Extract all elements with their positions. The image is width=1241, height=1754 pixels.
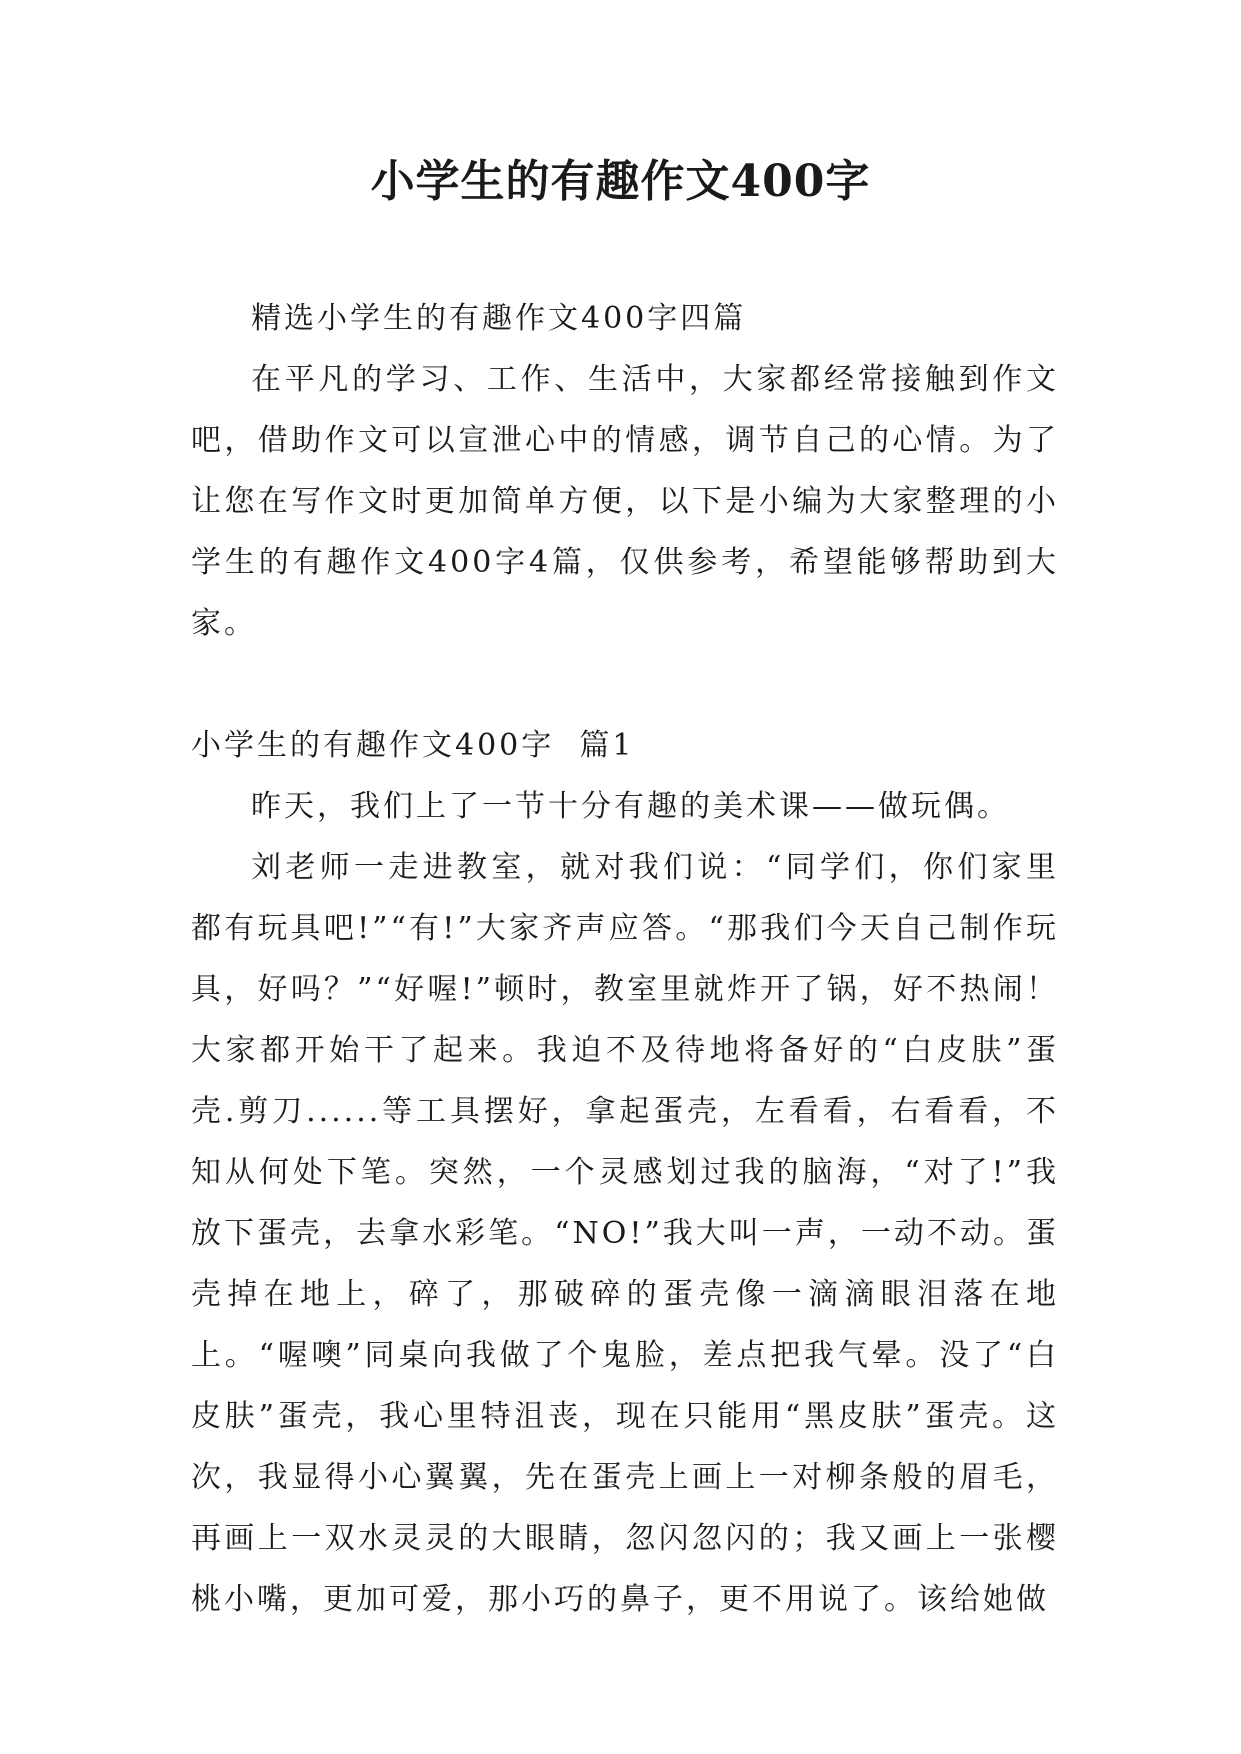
document-title: 小学生的有趣作文400字 xyxy=(370,156,871,207)
section-spacer xyxy=(191,654,1059,715)
body-paragraph-1: 昨天，我们上了一节十分有趣的美术课——做玩偶。 xyxy=(251,789,1010,824)
subtitle-paragraph: 精选小学生的有趣作文400字四篇 xyxy=(251,301,747,336)
document-body xyxy=(191,288,1059,1630)
intro-paragraph: 在平凡的学习、工作、生活中，大家都经常接触到作文吧，借助作文可以宣泄心中的情感，调节自己的心情。为了让您在写作文时更加简单方便，以下是小编为大家整理的小学生的有趣作文400字4篇，仅供参考，希望能够帮助到大家。 xyxy=(191,362,1059,641)
body-paragraph-2: 刘老师一走进教室，就对我们说：“同学们，你们家里都有玩具吧!”“有!”大家齐声应答。“那我们今天自己制作玩具，好吗？”“好喔!”顿时，教室里就炸开了锅，好不热闹！大家都开始干了起来。我迫不及待地将备好的“白皮肤”蛋壳.剪刀......等工具摆好，拿起蛋壳，左看看，右看看，不知从何处下笔。突然，一个灵感划过我的脑海，“对了!”我放下蛋壳，去拿水彩笔。“NO!”我大叫一声，一动不动。蛋壳掉在地上，碎了，那破碎的蛋壳像一滴滴眼泪落在地上。“喔噢”同桌向我做了个鬼脸，差点把我气晕。没了“白皮肤”蛋壳，我心里特沮丧，现在只能用“黑皮肤”蛋壳。这次，我显得小心翼翼，先在蛋壳上画上一对柳条般的眉毛，再画上一双水灵灵的大眼睛，忽闪忽闪的；我又画上一张樱桃小嘴，更加可爱，那小巧的鼻子，更不用说了。该给她做 xyxy=(191,850,1059,1617)
section-heading: 小学生的有趣作文400字 篇1 xyxy=(191,728,635,763)
